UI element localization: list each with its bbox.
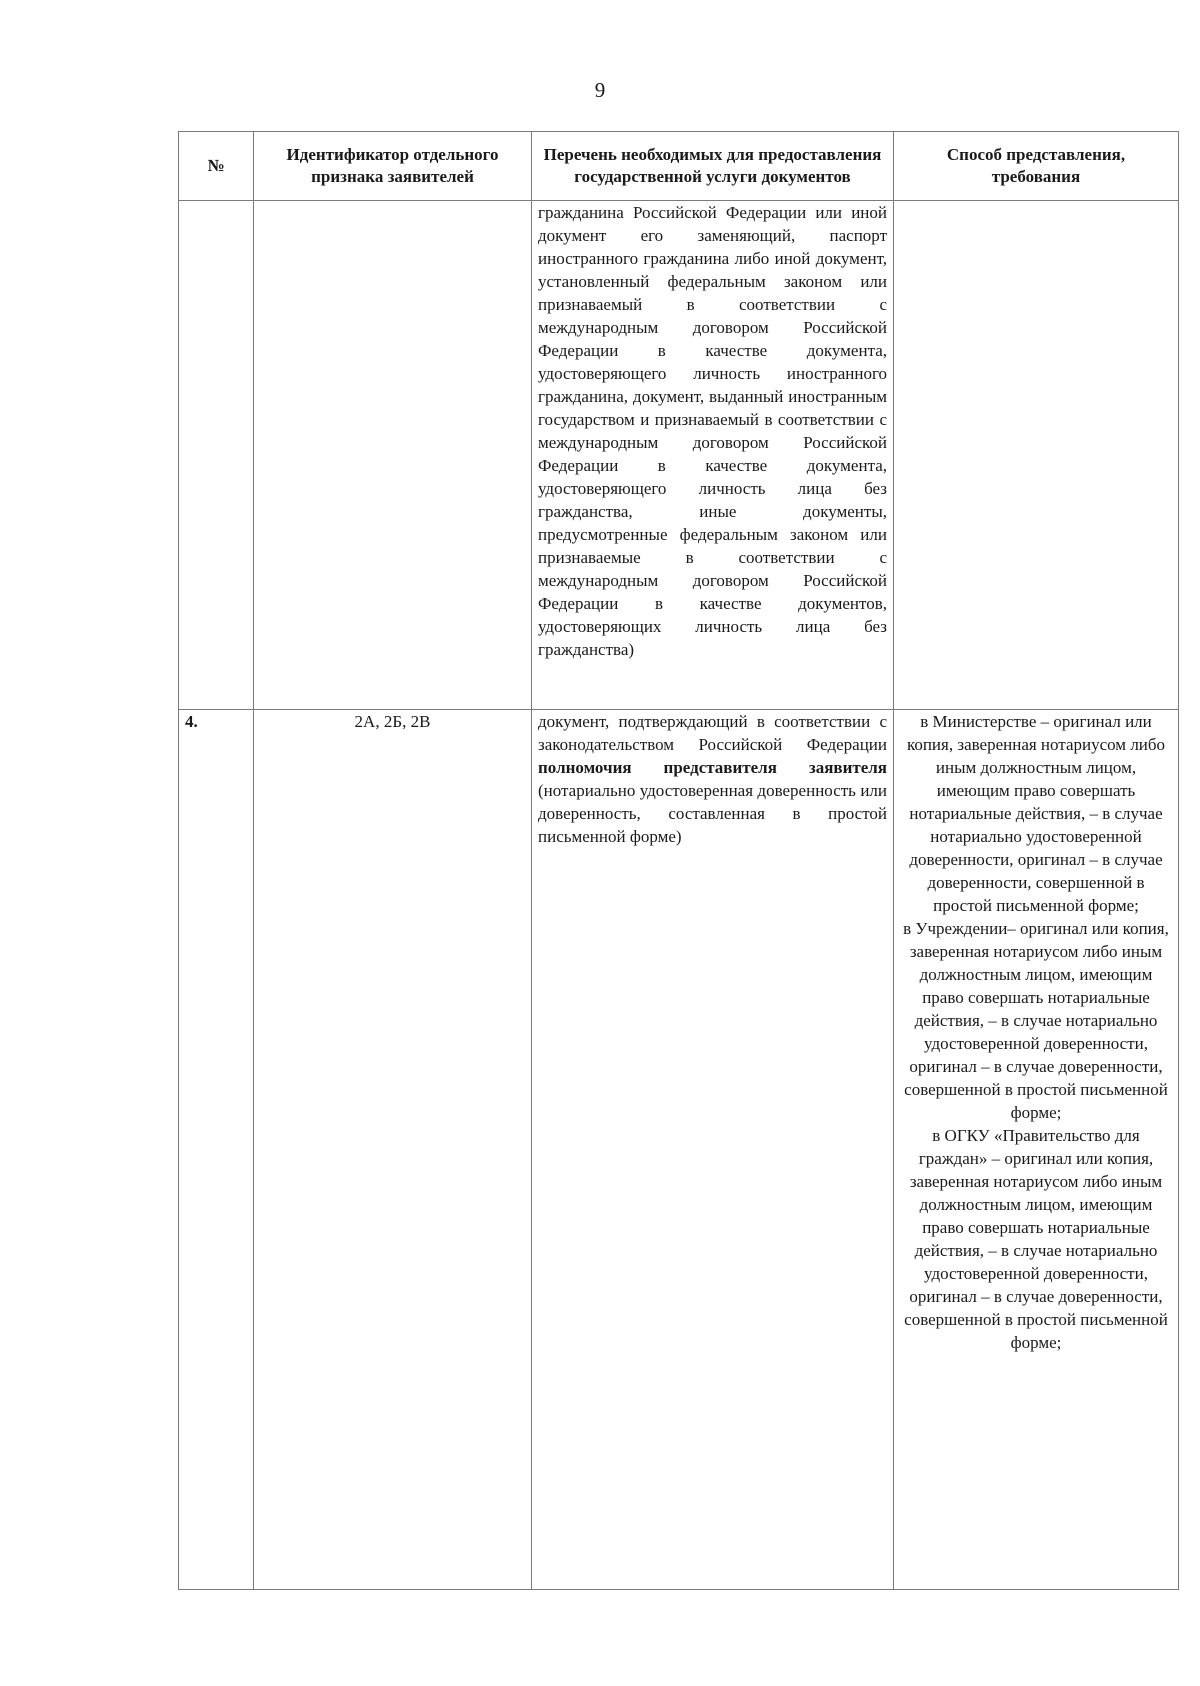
header-method: Способ представления, требования	[894, 132, 1179, 201]
method-ogku: в ОГКУ «Правительство для граждан» – оригинал или копия, заверенная нотариусом либо иным должностным лицом, имеющим право совершать нотариальные действия, – в случае нотариально удостоверенной доверенности, оригинал – в случае доверенности, совершенной в простой письменной форме;	[904, 1126, 1168, 1352]
page-number: 9	[594, 78, 606, 102]
cell-num: 4.	[179, 710, 254, 1590]
cell-method	[894, 201, 1179, 710]
cell-method	[894, 710, 1179, 1590]
table-row-continuation	[179, 201, 1179, 710]
table-row-4	[179, 710, 1179, 1590]
documents-text-bold: полномочия представителя заявителя	[538, 758, 887, 777]
documents-text-part1: документ, подтверждающий в соответствии с законодательством Российской Федерации	[538, 712, 887, 754]
method-institution: в Учреждении– оригинал или копия, заверенная нотариусом либо иным должностным лицом, имеющим право совершать нотариальные действия, – в случае нотариально удостоверенной доверенности, оригинал – в случае доверенности, совершенной в простой письменной форме;	[903, 919, 1169, 1122]
cell-documents	[532, 710, 894, 1590]
header-documents: Перечень необходимых для предоставления государственной услуги документов	[532, 132, 894, 201]
header-identifier: Идентификатор отдельного признака заявителей	[254, 132, 532, 201]
method-ministry: в Министерстве – оригинал или копия, заверенная нотариусом либо иным должностным лицом, имеющим право совершать нотариальные действия, – в случае нотариально удостоверенной доверенности, оригинал – в случае доверенности, совершенной в простой письменной форме;	[906, 712, 1166, 915]
cell-identifier: 2А, 2Б, 2В	[254, 710, 532, 1590]
header-num: №	[179, 132, 254, 201]
cell-identifier	[254, 201, 532, 710]
documents-table	[178, 131, 1179, 1590]
documents-text-part2: (нотариально удостоверенная доверенность или доверенность, составленная в простой письменной форме)	[538, 781, 887, 846]
cell-documents: гражданина Российской Федерации или иной документ его заменяющий, паспорт иностранного гражданина либо иной документ, установленный федеральным законом или признаваемый в соответствии с международным договором Российской Федерации в качестве документа, удостоверяющего личность иностранного гражданина, документ, выданный иностранным государством и признаваемый в соответствии с международным договором Российской Федерации в качестве документа, удостоверяющего личность лица без гражданства, иные документы, предусмотренные федеральным законом или признаваемые в соответствии с международным договором Российской Федерации в качестве документов, удостоверяющих личность лица без гражданства)	[532, 201, 894, 710]
cell-num	[179, 201, 254, 710]
table-header-row	[179, 132, 1179, 201]
